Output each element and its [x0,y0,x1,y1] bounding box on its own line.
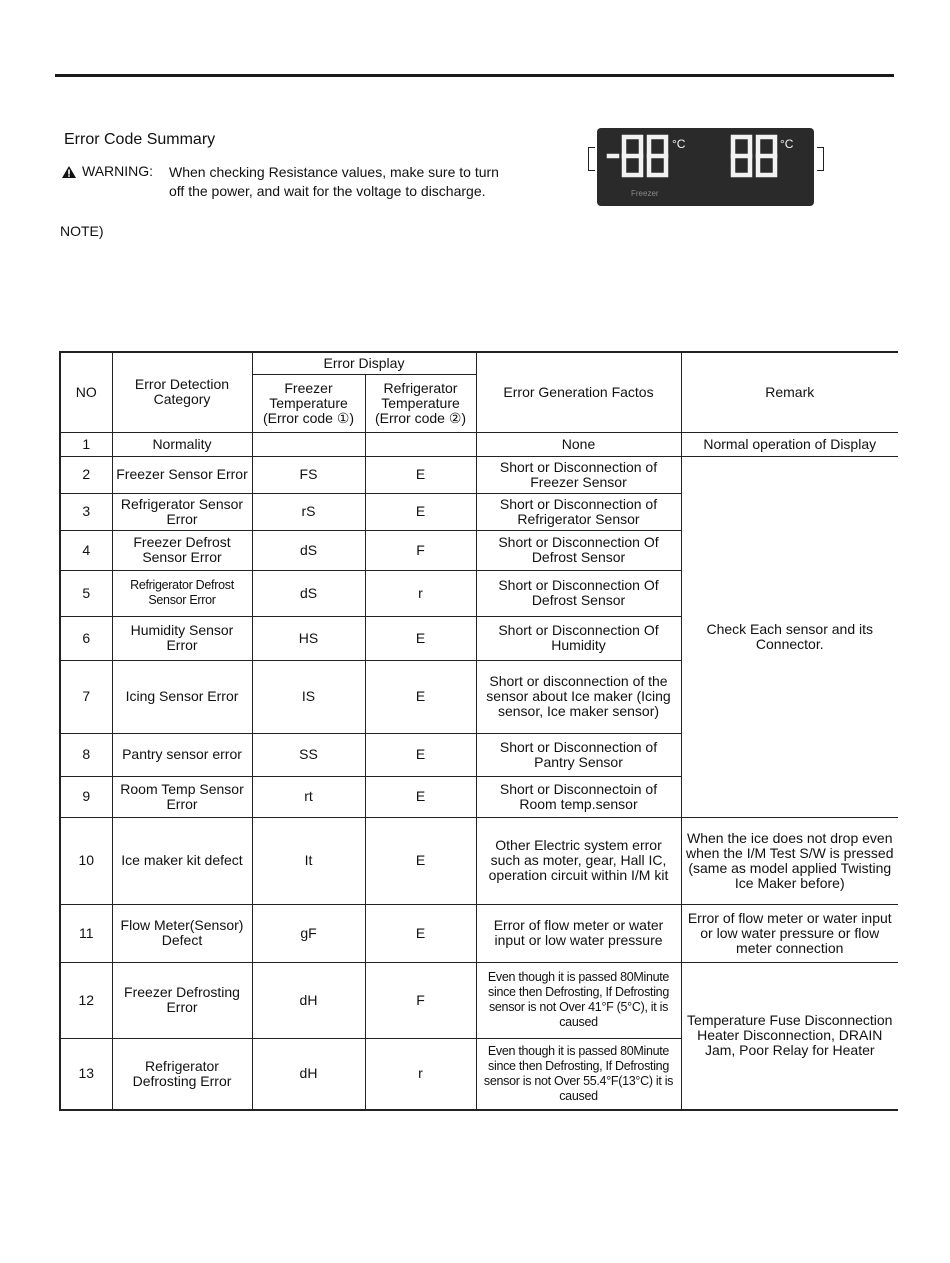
right-unit: °C [780,137,794,151]
row-code2: F [365,962,476,1038]
row-factor: Error of flow meter or water input or low water pressure [476,904,681,962]
remark-sensors: Check Each sensor and its Connector. [681,456,898,817]
row-category: Ice maker kit defect [112,817,252,904]
header-freezer-temp: Freezer Temperature (Error code ①) [252,374,365,432]
row-category: Freezer Defrosting Error [112,962,252,1038]
row-code2: E [365,904,476,962]
warning-text: When checking Resistance values, make sure to turn off the power, and wait for the voltage to discharge. [169,164,499,199]
row-code2 [365,432,476,456]
row-code2: E [365,493,476,530]
row-no: 2 [60,456,112,493]
row-code1: It [252,817,365,904]
row-no: 1 [60,432,112,456]
row-no: 4 [60,530,112,570]
row-category: Normality [112,432,252,456]
left-unit: °C [672,137,686,151]
row-code1: HS [252,616,365,660]
row-code1: dS [252,530,365,570]
row-category: Flow Meter(Sensor) Defect [112,904,252,962]
warning-icon [62,166,76,178]
row-code2: F [365,530,476,570]
row-code1: FS [252,456,365,493]
header-factors: Error Generation Factos [476,352,681,432]
row-code1: dS [252,570,365,616]
table-row [60,432,898,456]
row-no: 11 [60,904,112,962]
row-factor: Even though it is passed 80Minute since then Defrosting, If Defrosting sensor is not Over 41°F (5°C), it is caused [476,962,681,1038]
row-category: Refrigerator Defrost Sensor Error [112,570,252,616]
row-code2: E [365,660,476,733]
row-factor: None [476,432,681,456]
error-code-table [59,351,898,1111]
table-row [60,962,898,1038]
row-factor: Short or Disconnection of Pantry Sensor [476,733,681,776]
row-category: Pantry sensor error [112,733,252,776]
row-no: 10 [60,817,112,904]
row-factor: Short or Disconnection of Refrigerator Sensor [476,493,681,530]
header-remark: Remark [681,352,898,432]
note-label: NOTE) [60,223,104,239]
row-factor: Short or disconnection of the sensor about Ice maker (Icing sensor, Ice maker sensor) [476,660,681,733]
row-code2: E [365,776,476,817]
row-no: 9 [60,776,112,817]
row-category: Refrigerator Defrosting Error [112,1038,252,1110]
row-factor: Short or Disconnection Of Humidity [476,616,681,660]
row-factor: Short or Disconnection Of Defrost Sensor [476,570,681,616]
row-category: Humidity Sensor Error [112,616,252,660]
row-code2: E [365,456,476,493]
row-code1: gF [252,904,365,962]
row-no: 3 [60,493,112,530]
row-code1: rS [252,493,365,530]
left-bracket [588,147,595,171]
table-row [60,817,898,904]
row-code2: r [365,570,476,616]
warning-label: WARNING: [82,163,154,179]
row-factor: Short or Disconnection Of Defrost Sensor [476,530,681,570]
row-factor: Even though it is passed 80Minute since then Defrosting, If Defrosting sensor is not Over 55.4°F(13°C) it is caused [476,1038,681,1110]
row-code2: r [365,1038,476,1110]
segment-digits-graphic [597,128,814,206]
header-error-display: Error Display [252,352,476,374]
row-code1: IS [252,660,365,733]
header-fridge-temp: Refrigerator Temperature (Error code ②) [365,374,476,432]
row-no: 12 [60,962,112,1038]
row-remark: Error of flow meter or water input or low water pressure or flow meter connection [681,904,898,962]
row-code1: rt [252,776,365,817]
row-factor: Short or Disconnectoin of Room temp.sensor [476,776,681,817]
row-code2: E [365,817,476,904]
row-category: Refrigerator Sensor Error [112,493,252,530]
row-remark: When the ice does not drop even when the I/M Test S/W is pressed (same as model applied Twisting Ice Maker before) [681,817,898,904]
row-no: 5 [60,570,112,616]
header-no: NO [60,352,112,432]
display-freezer-label: Freezer [631,189,659,198]
row-code1: dH [252,1038,365,1110]
section-heading: Error Code Summary [64,131,216,148]
row-category: Freezer Defrost Sensor Error [112,530,252,570]
row-no: 6 [60,616,112,660]
row-code1: SS [252,733,365,776]
right-bracket [817,147,824,171]
row-factor: Short or Disconnection of Freezer Sensor [476,456,681,493]
display-panel [597,128,814,206]
row-no: 8 [60,733,112,776]
row-category: Icing Sensor Error [112,660,252,733]
row-category: Freezer Sensor Error [112,456,252,493]
top-rule [55,74,894,77]
row-category: Room Temp Sensor Error [112,776,252,817]
row-code2: E [365,616,476,660]
row-factor: Other Electric system error such as moter, gear, Hall IC, operation circuit within I/M kit [476,817,681,904]
row-code2: E [365,733,476,776]
row-remark: Normal operation of Display [681,432,898,456]
table-row [60,456,898,493]
display-panel-illustration [588,128,824,208]
row-code1: dH [252,962,365,1038]
row-no: 13 [60,1038,112,1110]
remark-defrost: Temperature Fuse Disconnection Heater Disconnection, DRAIN Jam, Poor Relay for Heater [681,962,898,1110]
row-code1 [252,432,365,456]
header-category: Error Detection Category [112,352,252,432]
table-row [60,904,898,962]
row-no: 7 [60,660,112,733]
